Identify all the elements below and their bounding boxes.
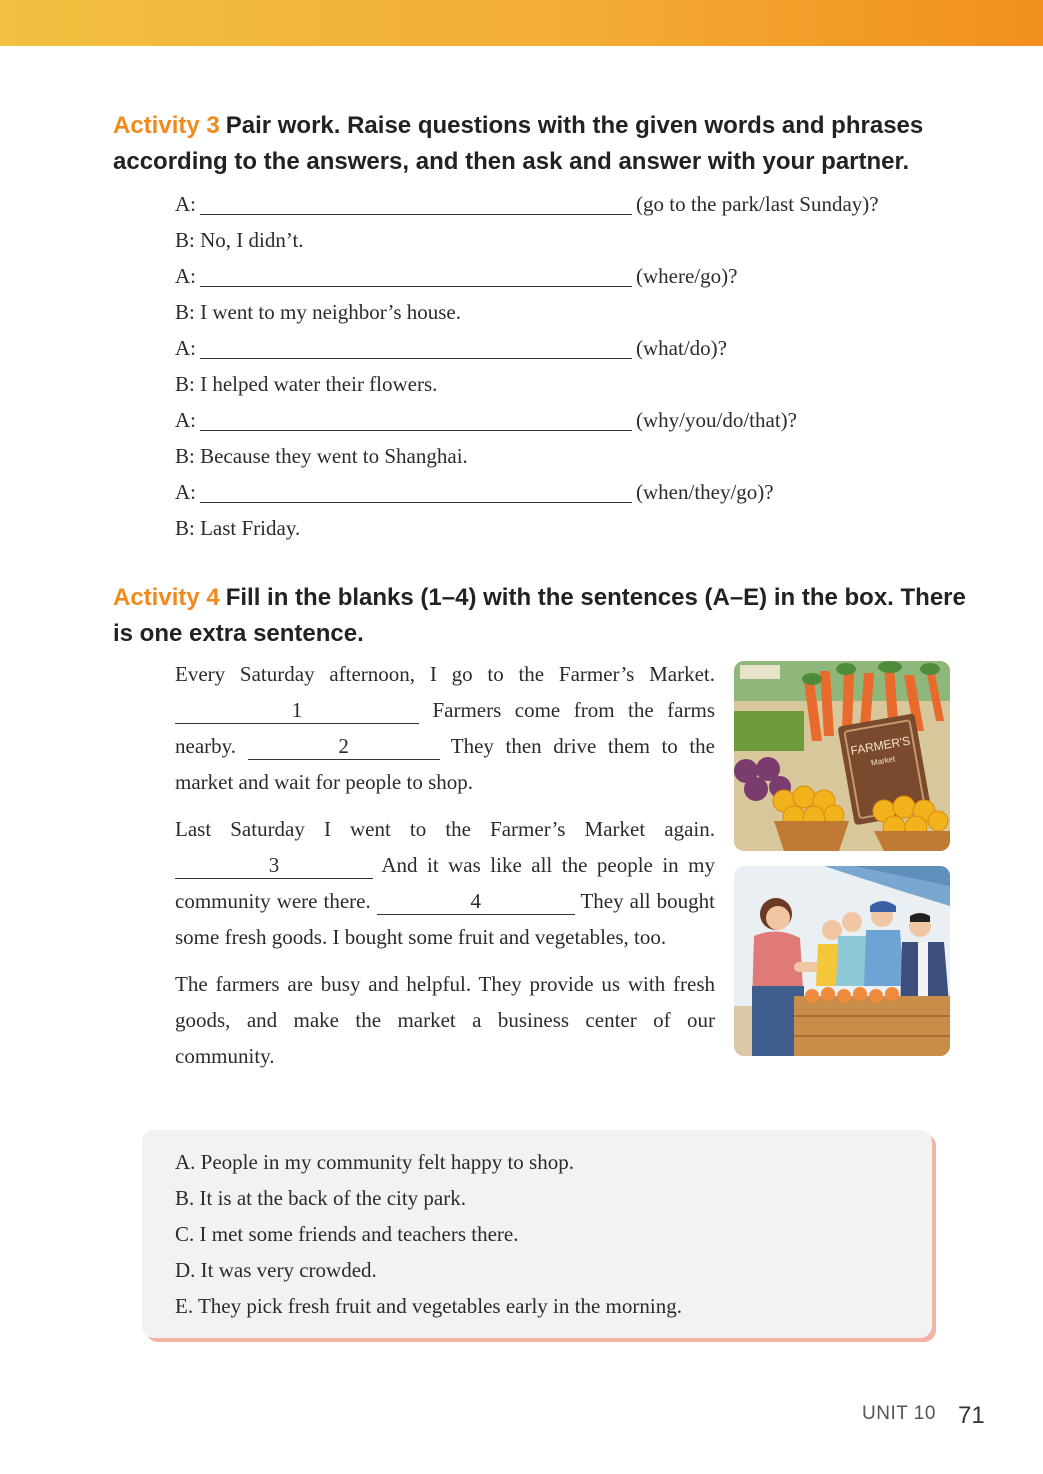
blank-1[interactable]: 1 — [175, 697, 419, 724]
option-b: B. It is at the back of the city park. — [175, 1186, 466, 1210]
sentence-options-list — [175, 1144, 682, 1324]
dialogue-line: A: (go to the park/last Sunday)? — [175, 192, 879, 216]
top-color-band — [0, 0, 1043, 46]
unit-label: UNIT 10 — [862, 1403, 936, 1424]
dialogue-line: B: Last Friday. — [175, 516, 301, 540]
dialogue-line: B: Because they went to Shanghai. — [175, 444, 468, 468]
activity4-heading — [113, 580, 983, 652]
answer-line[interactable] — [200, 190, 632, 215]
blank-3[interactable]: 3 — [175, 852, 373, 879]
page-number: 71 — [958, 1402, 985, 1429]
dialogue-line: B: No, I didn’t. — [175, 228, 304, 252]
market-sign-text: FARMER'S — [849, 733, 912, 758]
dialogue-line: A: (why/you/do/that)? — [175, 408, 797, 432]
activity3-instruction-line1: Pair work. Raise questions with the given words and phrases — [225, 112, 924, 139]
activity3-label: Activity 3 — [113, 112, 220, 139]
passage-paragraph-3: The farmers are busy and helpful. They provide us with fresh goods, and make the market a business center of our community. — [175, 972, 715, 1068]
dialogue-line: A: (what/do)? — [175, 336, 727, 360]
dialogue-line: A: (when/they/go)? — [175, 480, 774, 504]
answer-line[interactable] — [200, 406, 632, 431]
answer-line[interactable] — [200, 334, 632, 359]
activity4-instruction-line1: Fill in the blanks (1–4) with the sentences (A–E) in the box. There — [225, 584, 966, 611]
market-sign-subtext: Market — [870, 754, 896, 768]
reading-passage — [175, 656, 715, 1085]
answer-line[interactable] — [200, 262, 632, 287]
activity4-label: Activity 4 — [113, 584, 220, 611]
dialogue-line: B: I helped water their flowers. — [175, 372, 438, 396]
market-shoppers-illustration — [734, 866, 950, 1056]
farmers-market-illustration — [734, 661, 950, 851]
passage-paragraph-1: Every Saturday afternoon, I go to the Farmer’s Market. 1 Farmers come from the farms nearby. 2 They then drive them to the market and wait for people to shop. — [175, 662, 716, 794]
option-e: E. They pick fresh fruit and vegetables early in the morning. — [175, 1294, 682, 1318]
blank-2[interactable]: 2 — [248, 733, 440, 760]
activity3-heading — [113, 108, 983, 180]
answer-line[interactable] — [200, 478, 632, 503]
activity4-instruction-line2: is one extra sentence. — [113, 620, 364, 647]
activity3-instruction-line2: according to the answers, and then ask and answer with your partner. — [113, 148, 910, 175]
option-c: C. I met some friends and teachers there. — [175, 1222, 519, 1246]
option-d: D. It was very crowded. — [175, 1258, 377, 1282]
blank-4[interactable]: 4 — [377, 888, 575, 915]
passage-paragraph-2: Last Saturday I went to the Farmer’s Market again. 3 And it was like all the people in my community were there. 4 They all bought some fresh goods. I bought some fruit and vegetables, too. — [175, 817, 715, 949]
dialogue-line: A: (where/go)? — [175, 264, 738, 288]
option-a: A. People in my community felt happy to shop. — [175, 1150, 574, 1174]
dialogue-line: B: I went to my neighbor’s house. — [175, 300, 462, 324]
